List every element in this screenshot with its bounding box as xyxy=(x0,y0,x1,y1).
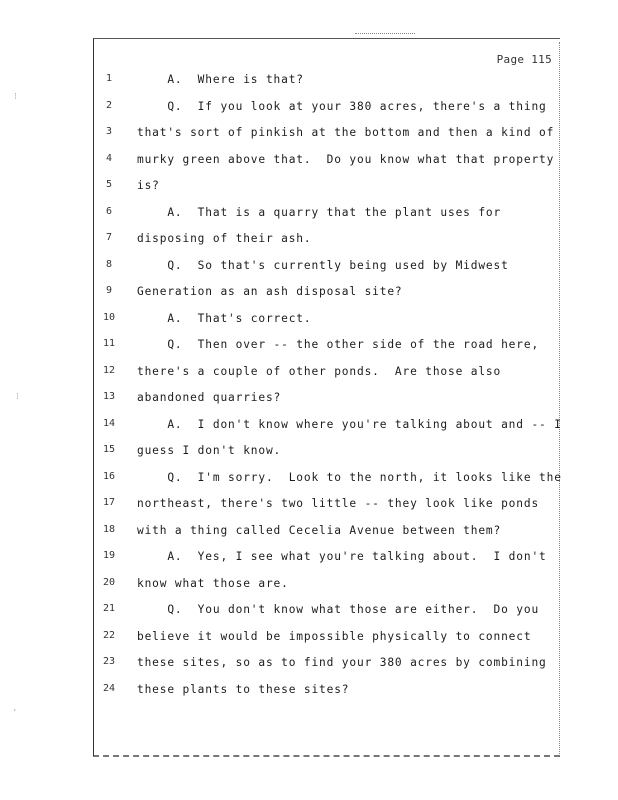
line-number: 17 xyxy=(102,497,116,508)
line-number: 18 xyxy=(102,524,116,535)
transcript-line: Q. If you look at your 380 acres, there's a thing xyxy=(137,100,547,113)
transcript-line: these plants to these sites? xyxy=(137,683,350,696)
scan-speck: · xyxy=(12,706,18,716)
scan-speck: ⁝ xyxy=(14,92,17,102)
line-number: 7 xyxy=(105,232,113,243)
line-number: 12 xyxy=(102,365,116,376)
transcript-line: A. That's correct. xyxy=(137,312,312,325)
line-number: 1 xyxy=(105,73,113,84)
transcript-line: there's a couple of other ponds. Are those also xyxy=(137,365,502,378)
transcript-line: Generation as an ash disposal site? xyxy=(137,285,403,298)
transcript-line: Q. Then over -- the other side of the road here, xyxy=(137,338,540,351)
line-number: 23 xyxy=(102,656,116,667)
transcript-line: abandoned quarries? xyxy=(137,391,282,404)
line-number: 5 xyxy=(105,179,113,190)
line-number: 22 xyxy=(102,630,116,641)
line-number: 4 xyxy=(105,153,113,164)
transcript-line: A. I don't know where you're talking about and -- I xyxy=(137,418,562,431)
transcript-line: northeast, there's two little -- they look like ponds xyxy=(137,497,540,510)
line-number: 8 xyxy=(105,259,113,270)
page-number: Page 115 xyxy=(496,53,552,66)
transcript-line: Q. You don't know what those are either. Do you xyxy=(137,603,540,616)
transcript-line: believe it would be impossible physically to connect xyxy=(137,630,532,643)
transcript-line: that's sort of pinkish at the bottom and then a kind of xyxy=(137,126,555,139)
line-number: 14 xyxy=(102,418,116,429)
transcript-line: these sites, so as to find your 380 acres by combining xyxy=(137,656,547,669)
transcript-line: A. Where is that? xyxy=(137,73,304,86)
line-number: 19 xyxy=(102,550,116,561)
line-number: 6 xyxy=(105,206,113,217)
line-number: 3 xyxy=(105,126,113,137)
line-number: 20 xyxy=(102,577,116,588)
line-number: 9 xyxy=(105,285,113,296)
line-number: 16 xyxy=(102,471,116,482)
transcript-line: guess I don't know. xyxy=(137,444,282,457)
line-number: 15 xyxy=(102,444,116,455)
transcript-line: disposing of their ash. xyxy=(137,232,312,245)
transcript-line: A. Yes, I see what you're talking about. I don't xyxy=(137,550,547,563)
line-number: 13 xyxy=(102,391,116,402)
transcript-line: know what those are. xyxy=(137,577,289,590)
transcript-line: is? xyxy=(137,179,160,192)
scan-speck: ⁝ xyxy=(16,392,19,402)
line-number: 11 xyxy=(102,338,116,349)
line-number: 24 xyxy=(102,683,116,694)
transcript-page xyxy=(93,38,560,757)
transcript-line: with a thing called Cecelia Avenue between them? xyxy=(137,524,502,537)
line-number: 2 xyxy=(105,100,113,111)
transcript-line: murky green above that. Do you know what that property xyxy=(137,153,555,166)
transcript-line: Q. I'm sorry. Look to the north, it looks like the xyxy=(137,471,562,484)
line-number: 10 xyxy=(102,312,116,323)
scan-artifact-top xyxy=(355,33,415,37)
transcript-line: Q. So that's currently being used by Midwest xyxy=(137,259,509,272)
line-number: 21 xyxy=(102,603,116,614)
transcript-line: A. That is a quarry that the plant uses for xyxy=(137,206,502,219)
